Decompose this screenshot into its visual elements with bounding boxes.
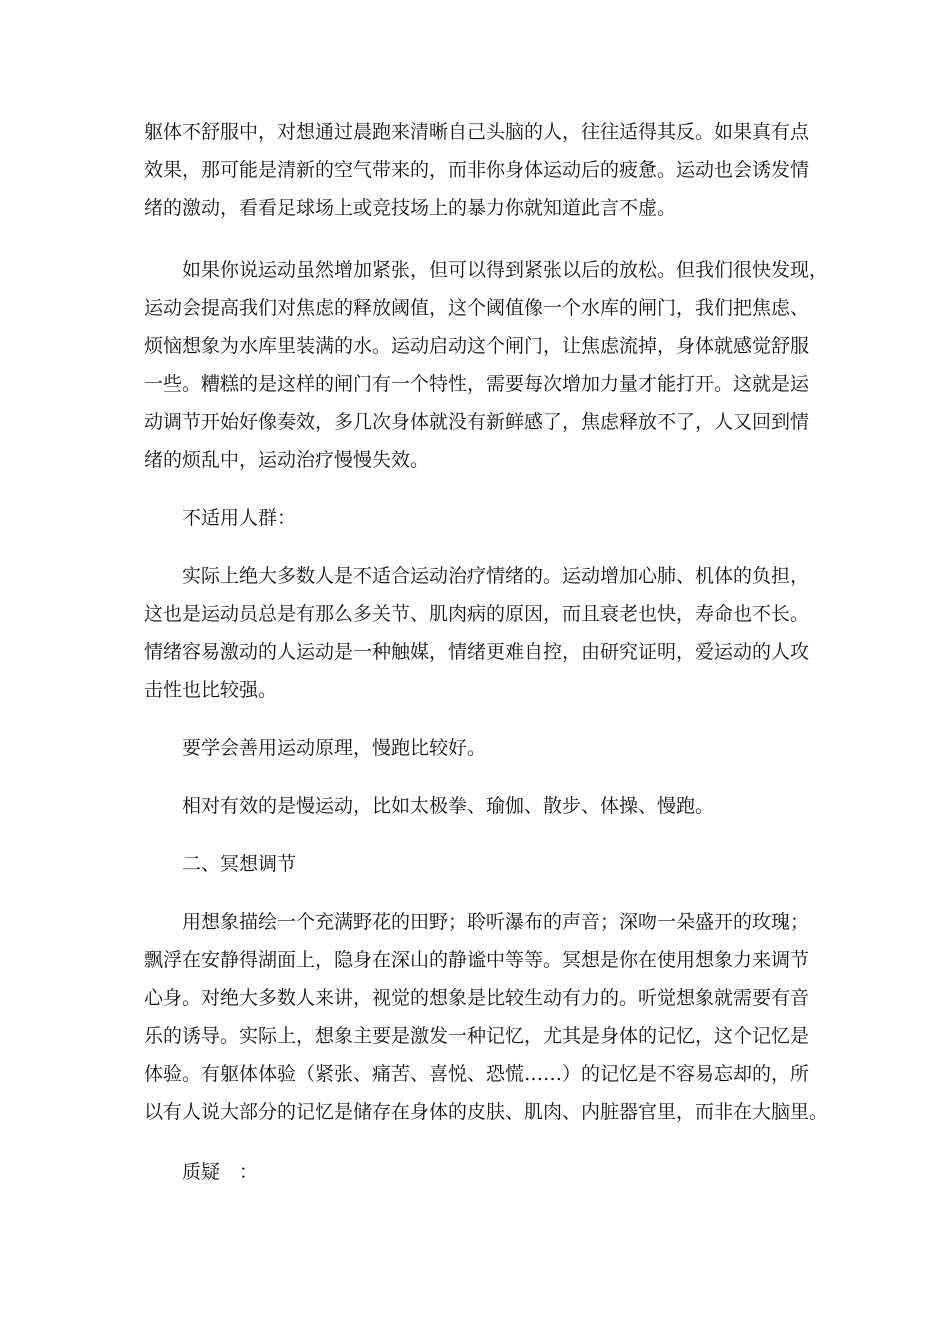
paragraph-7-line-5: 以有人说大部分的记忆是储存在身体的皮肤、肌肉、内脏器官里，而非在大脑里。 [144,1101,829,1123]
paragraph-7-line-4: 体验。有躯体体验（紧张、痛苦、喜悦、恐慌……）的记忆是不容易忘却的，所 [144,1063,810,1085]
paragraph-7-line-0: 用想象描绘一个充满野花的田野；聆听瀑布的声音；深吻一朵盛开的玫瑰； [182,911,810,933]
paragraph-2-line-0: 不适用人群： [182,507,297,529]
paragraph-1-line-5: 绪的烦乱中，运动治疗慢慢失效。 [144,449,430,471]
paragraph-1-line-0: 如果你说运动虽然增加紧张，但可以得到紧张以后的放松。但我们很快发现， [182,259,829,281]
paragraph-1-line-3: 一些。糟糕的是这样的闸门有一个特性，需要每次增加力量才能打开。这就是运 [144,373,810,395]
paragraph-7-line-3: 乐的诱导。实际上，想象主要是激发一种记忆，尤其是身体的记忆，这个记忆是 [144,1025,810,1047]
paragraph-3-line-0: 实际上绝大多数人是不适合运动治疗情绪的。运动增加心肺、机体的负担， [182,565,810,587]
paragraph-6-line-0: 二、冥想调节 [182,853,297,875]
paragraph-8-line-0: 质疑 ： [182,1161,259,1183]
paragraph-1-line-4: 动调节开始好像奏效，多几次身体就没有新鲜感了，焦虑释放不了，人又回到情 [144,411,810,433]
paragraph-0-line-0: 躯体不舒服中，对想通过晨跑来清晰自己头脑的人，往往适得其反。如果真有点 [144,121,810,143]
paragraph-3-line-3: 击性也比较强。 [144,679,278,701]
paragraph-1-line-1: 运动会提高我们对焦虑的释放阈值，这个阈值像一个水库的闸门，我们把焦虑、 [144,297,810,319]
paragraph-7-line-2: 心身。对绝大多数人来讲，视觉的想象是比较生动有力的。听觉想象就需要有音 [144,987,810,1009]
paragraph-0-line-1: 效果，那可能是清新的空气带来的，而非你身体运动后的疲惫。运动也会诱发情 [144,159,810,181]
paragraph-1-line-2: 烦恼想象为水库里装满的水。运动启动这个闸门，让焦虑流掉，身体就感觉舒服 [144,335,810,357]
paragraph-3-line-2: 情绪容易激动的人运动是一种触媒，情绪更难自控，由研究证明，爱运动的人攻 [144,641,810,663]
paragraph-4-line-0: 要学会善用运动原理，慢跑比较好。 [182,737,487,759]
paragraph-3-line-1: 这也是运动员总是有那么多关节、肌肉病的原因，而且衰老也快，寿命也不长。 [144,603,810,625]
paragraph-7-line-1: 飘浮在安静得湖面上，隐身在深山的静谧中等等。冥想是你在使用想象力来调节 [144,949,810,971]
paragraph-0-line-2: 绪的激动，看看足球场上或竞技场上的暴力你就知道此言不虚。 [144,197,677,219]
paragraph-5-line-0: 相对有效的是慢运动，比如太极拳、瑜伽、散步、体操、慢跑。 [182,795,715,817]
